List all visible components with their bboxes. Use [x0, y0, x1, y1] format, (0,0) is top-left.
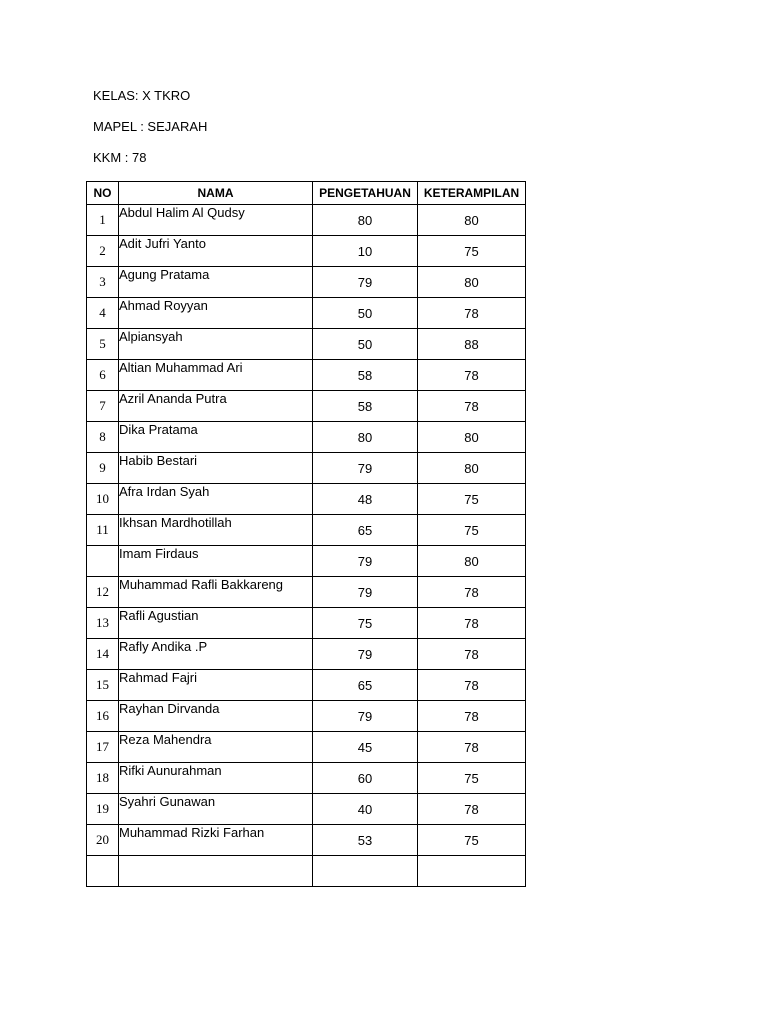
- row-number-cell: 9: [87, 453, 119, 484]
- student-name-cell: Altian Muhammad Ari: [119, 360, 313, 391]
- student-name-cell: Alpiansyah: [119, 329, 313, 360]
- row-number-cell: [87, 856, 119, 887]
- table-row: [87, 856, 526, 887]
- student-name-cell: Rafli Agustian: [119, 608, 313, 639]
- table-row: [87, 329, 526, 360]
- row-number-cell: 14: [87, 639, 119, 670]
- row-number-cell: 3: [87, 267, 119, 298]
- table-row: [87, 484, 526, 515]
- row-number-cell: 10: [87, 484, 119, 515]
- table-row: [87, 298, 526, 329]
- knowledge-score-cell: 79: [313, 701, 418, 732]
- knowledge-score-cell: 79: [313, 577, 418, 608]
- subject-label: MAPEL : SEJARAH: [93, 119, 208, 134]
- table-row: [87, 515, 526, 546]
- knowledge-score-cell: 79: [313, 546, 418, 577]
- skill-score-cell: 78: [418, 608, 526, 639]
- kkm-label: KKM : 78: [93, 150, 147, 165]
- knowledge-score-cell: 79: [313, 267, 418, 298]
- table-row: [87, 794, 526, 825]
- table-row: [87, 236, 526, 267]
- student-name-cell: Abdul Halim Al Qudsy: [119, 205, 313, 236]
- student-name-cell: Ahmad Royyan: [119, 298, 313, 329]
- column-header-nama: NAMA: [119, 182, 313, 205]
- knowledge-score-cell: 58: [313, 360, 418, 391]
- row-number-cell: 13: [87, 608, 119, 639]
- knowledge-score-cell: 80: [313, 422, 418, 453]
- table-row: [87, 422, 526, 453]
- skill-score-cell: 75: [418, 515, 526, 546]
- table-row: [87, 763, 526, 794]
- row-number-cell: 5: [87, 329, 119, 360]
- row-number-cell: 16: [87, 701, 119, 732]
- skill-score-cell: 75: [418, 236, 526, 267]
- column-header-no: NO: [87, 182, 119, 205]
- grade-table-body: [87, 205, 526, 887]
- knowledge-score-cell: 65: [313, 515, 418, 546]
- skill-score-cell: 80: [418, 546, 526, 577]
- student-name-cell: Rafly Andika .P: [119, 639, 313, 670]
- skill-score-cell: 78: [418, 360, 526, 391]
- student-name-cell: Rifki Aunurahman: [119, 763, 313, 794]
- table-row: [87, 732, 526, 763]
- table-row: [87, 360, 526, 391]
- table-row: [87, 391, 526, 422]
- knowledge-score-cell: 79: [313, 639, 418, 670]
- table-row: [87, 546, 526, 577]
- table-row: [87, 267, 526, 298]
- row-number-cell: 1: [87, 205, 119, 236]
- header-row: [87, 182, 526, 205]
- student-name-cell: [119, 856, 313, 887]
- skill-score-cell: 88: [418, 329, 526, 360]
- skill-score-cell: 78: [418, 701, 526, 732]
- skill-score-cell: 80: [418, 453, 526, 484]
- skill-score-cell: [418, 856, 526, 887]
- skill-score-cell: 75: [418, 763, 526, 794]
- row-number-cell: 4: [87, 298, 119, 329]
- knowledge-score-cell: 50: [313, 298, 418, 329]
- row-number-cell: 17: [87, 732, 119, 763]
- skill-score-cell: 78: [418, 639, 526, 670]
- table-row: [87, 205, 526, 236]
- student-name-cell: Dika Pratama: [119, 422, 313, 453]
- row-number-cell: 15: [87, 670, 119, 701]
- knowledge-score-cell: 80: [313, 205, 418, 236]
- row-number-cell: 6: [87, 360, 119, 391]
- row-number-cell: 20: [87, 825, 119, 856]
- knowledge-score-cell: 48: [313, 484, 418, 515]
- row-number-cell: 7: [87, 391, 119, 422]
- table-row: [87, 577, 526, 608]
- row-number-cell: 2: [87, 236, 119, 267]
- table-row: [87, 639, 526, 670]
- table-row: [87, 825, 526, 856]
- knowledge-score-cell: 75: [313, 608, 418, 639]
- skill-score-cell: 75: [418, 484, 526, 515]
- student-name-cell: Azril Ananda Putra: [119, 391, 313, 422]
- skill-score-cell: 75: [418, 825, 526, 856]
- student-name-cell: Agung Pratama: [119, 267, 313, 298]
- knowledge-score-cell: 10: [313, 236, 418, 267]
- skill-score-cell: 78: [418, 732, 526, 763]
- skill-score-cell: 78: [418, 577, 526, 608]
- student-name-cell: Rayhan Dirvanda: [119, 701, 313, 732]
- knowledge-score-cell: 40: [313, 794, 418, 825]
- row-number-cell: 12: [87, 577, 119, 608]
- column-header-pengetahuan: PENGETAHUAN: [313, 182, 418, 205]
- row-number-cell: 11: [87, 515, 119, 546]
- student-name-cell: Adit Jufri Yanto: [119, 236, 313, 267]
- student-name-cell: Habib Bestari: [119, 453, 313, 484]
- student-name-cell: Ikhsan Mardhotillah: [119, 515, 313, 546]
- student-name-cell: Rahmad Fajri: [119, 670, 313, 701]
- knowledge-score-cell: 58: [313, 391, 418, 422]
- row-number-cell: 19: [87, 794, 119, 825]
- knowledge-score-cell: 60: [313, 763, 418, 794]
- student-name-cell: Afra Irdan Syah: [119, 484, 313, 515]
- knowledge-score-cell: [313, 856, 418, 887]
- knowledge-score-cell: 45: [313, 732, 418, 763]
- knowledge-score-cell: 65: [313, 670, 418, 701]
- knowledge-score-cell: 79: [313, 453, 418, 484]
- skill-score-cell: 80: [418, 205, 526, 236]
- table-row: [87, 670, 526, 701]
- row-number-cell: [87, 546, 119, 577]
- skill-score-cell: 80: [418, 422, 526, 453]
- student-name-cell: Muhammad Rizki Farhan: [119, 825, 313, 856]
- knowledge-score-cell: 50: [313, 329, 418, 360]
- table-row: [87, 608, 526, 639]
- skill-score-cell: 78: [418, 670, 526, 701]
- skill-score-cell: 78: [418, 794, 526, 825]
- knowledge-score-cell: 53: [313, 825, 418, 856]
- student-name-cell: Imam Firdaus: [119, 546, 313, 577]
- skill-score-cell: 78: [418, 298, 526, 329]
- skill-score-cell: 78: [418, 391, 526, 422]
- row-number-cell: 18: [87, 763, 119, 794]
- student-name-cell: Reza Mahendra: [119, 732, 313, 763]
- table-row: [87, 701, 526, 732]
- grade-table-header: [87, 182, 526, 205]
- class-label: KELAS: X TKRO: [93, 88, 191, 103]
- student-name-cell: Syahri Gunawan: [119, 794, 313, 825]
- column-header-keterampilan: KETERAMPILAN: [418, 182, 526, 205]
- row-number-cell: 8: [87, 422, 119, 453]
- student-name-cell: Muhammad Rafli Bakkareng: [119, 577, 313, 608]
- grade-table: [86, 181, 526, 887]
- skill-score-cell: 80: [418, 267, 526, 298]
- table-row: [87, 453, 526, 484]
